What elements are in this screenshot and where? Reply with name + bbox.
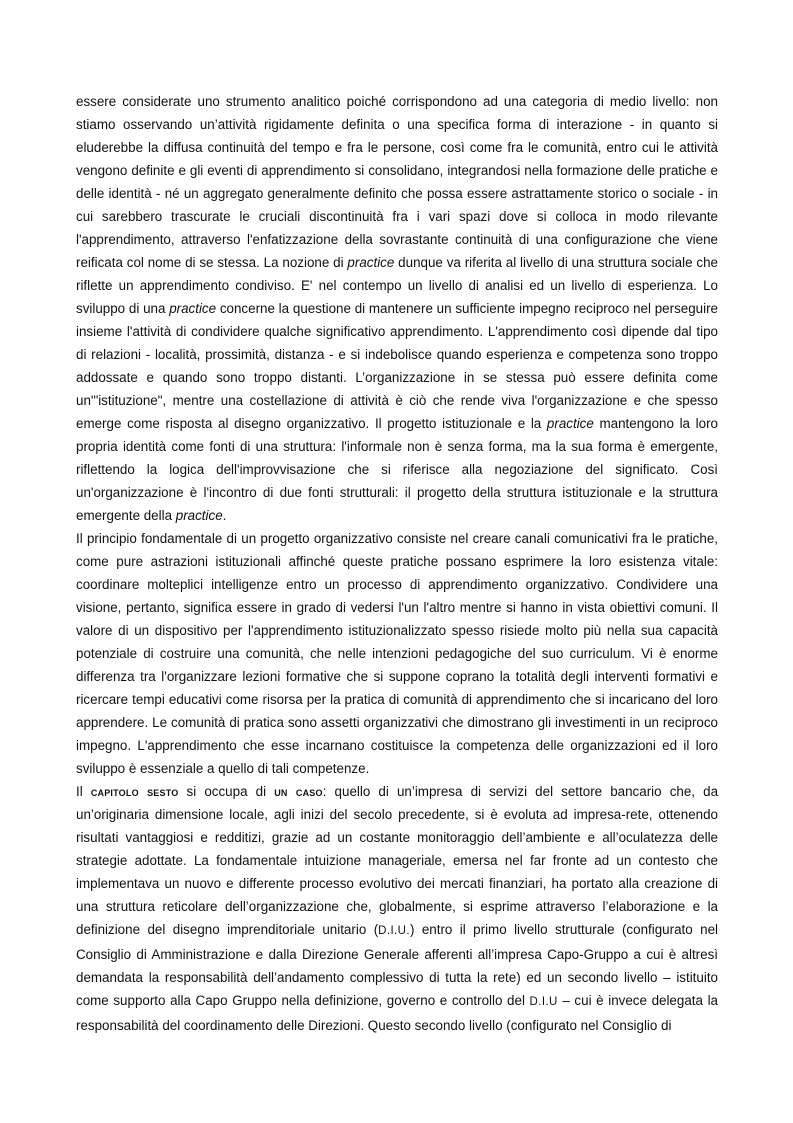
chapter-reference: capitolo sesto <box>90 784 179 799</box>
text-run: : quello di un’impresa di servizi del settore bancario che, da un’originaria dimensione locale, agli inizi del secolo precedente, si è evoluta ad impresa-rete, ottenendo risultati vantaggiosi e redditizi, grazie ad un costante monitoraggio dell’ambiente e all’oculatezza delle strategie adottate. La fondamentale intuizione manageriale, emersa nel far fronte ad un contesto che implementava un nuovo e differente processo evolutivo dei mercati finanziari, ha portato alla creazione di una struttura reticolare dell’organizzazione che, globalmente, si esprime attraverso l’elaborazione e la definizione del disegno imprenditoriale unitario ( <box>76 784 719 937</box>
italic-term-practice: practice <box>169 301 217 316</box>
text-run: dunque va riferita al livello di una struttura sociale che riflette un apprendimento condiviso. E' nel contempo un livello di analisi ed un livello di esperienza. Lo sviluppo di una <box>76 255 718 316</box>
text-run: mantengono la loro propria identità come fonti di una struttura: l'informale non è senza forma, ma la sua forma è emergente, riflettendo la logica dell'improvvisazione che si riferisce alla negoziazione del significato. Così un'organizzazione è l'incontro di due fonti strutturali: il progetto della struttura istituzionale e la struttura emergente della <box>76 416 718 523</box>
italic-term-practice: practice <box>546 416 594 431</box>
text-run: – cui è invece delegata la responsabilità del coordinamento delle Direzioni. Questo secondo livello (configurato nel Consiglio di <box>76 993 718 1033</box>
body-text <box>76 90 718 1037</box>
text-run: Il <box>76 784 91 799</box>
case-reference: un caso <box>274 784 323 799</box>
paragraph-practice <box>76 90 718 527</box>
text-run: . <box>222 508 227 523</box>
italic-term-practice: practice <box>175 508 223 523</box>
text-run: concerne la questione di mantenere un sufficiente impegno reciproco nel perseguire insieme l'attività di condividere qualche significativo apprendimento. L'apprendimento così dipende dal tipo di relazioni - località, prossimità, distanza - e si indebolisce quando esperienza e competenza sono troppo addossate e quando sono troppo distanti. L’organizzazione in se stessa può essere definita come un'"istituzione", mentre una costellazione di attività è ciò che rende viva l'organizzazione e che spesso emerge come risposta al disegno organizzativo. Il progetto istituzionale e la <box>76 301 718 431</box>
paragraph-progetto-organizzativo <box>76 527 718 780</box>
paragraph-capitolo-sesto <box>76 780 718 1037</box>
italic-term-practice: practice <box>347 255 395 270</box>
text-run: Il principio fondamentale di un progetto organizzativo consiste nel creare canali comunicativi fra le pratiche, come pure astrazioni istituzionali affinché queste pratiche possano esprimere la loro esistenza vitale: coordinare molteplici intelligenze entro un processo di apprendimento organizzativo. Condividere una visione, pertanto, significa essere in grado di vedersi l'un l'altro mentre si hanno in vista obiettivi comuni. Il valore di un dispositivo per l'apprendimento istituzionalizzato spesso risiede molto più nella sua capacità potenziale di costruire una comunità, che nelle intenzioni pedagogiche del suo curriculum. Vi è enorme differenza tra l'organizzare lezioni formative che si suppone coprano la totalità degli interventi formativi e ricercare tempi educativi come risorsa per la pratica di comunità di apprendimento che si incaricano del loro apprendere. Le comunità di pratica sono assetti organizzativi che dimostrano gli investimenti in un reciproco impegno. L'apprendimento che esse incarnano costituisce la competenza delle organizzazioni ed il loro sviluppo è essenziale a quello di tali competenze. <box>76 531 718 776</box>
text-run: si occupa di <box>178 784 275 799</box>
acronym-diu: D.I.U <box>529 996 558 1008</box>
text-run: essere considerate uno strumento analitico poiché corrispondono ad una categoria di medio livello: non stiamo osservando un’attività rigidamente definita o una specifica forma di interazione - in quanto si eluderebbe la diffusa continuità del tempo e fra le persone, così come fra le comunità, entro cui le attività vengono definite e gli eventi di apprendimento si consolidano, integrandosi nella formazione delle pratiche e delle identità - né un aggregato generalmente definito che possa essere astrattamente storico o sociale - in cui sarebbero trascurate le cruciali discontinuità fra i vari spazi dove si colloca in modo rilevante l'apprendimento, attraverso l'enfatizzazione della sovrastante continuità di una configurazione che viene reificata col nome di se stessa. La nozione di <box>76 94 718 270</box>
text-run: ) entro il primo livello strutturale (configurato nel Consiglio di Amministrazione e dalla Direzione Generale afferenti all’impresa Capo-Gruppo a cui è altresì demandata la responsabilità dell’andamento complessivo di tutta la rete) ed un secondo livello – istituito come supporto alla Capo Gruppo nella definizione, governo e controllo del <box>76 922 718 1008</box>
acronym-diu: D.I.U. <box>378 925 410 937</box>
